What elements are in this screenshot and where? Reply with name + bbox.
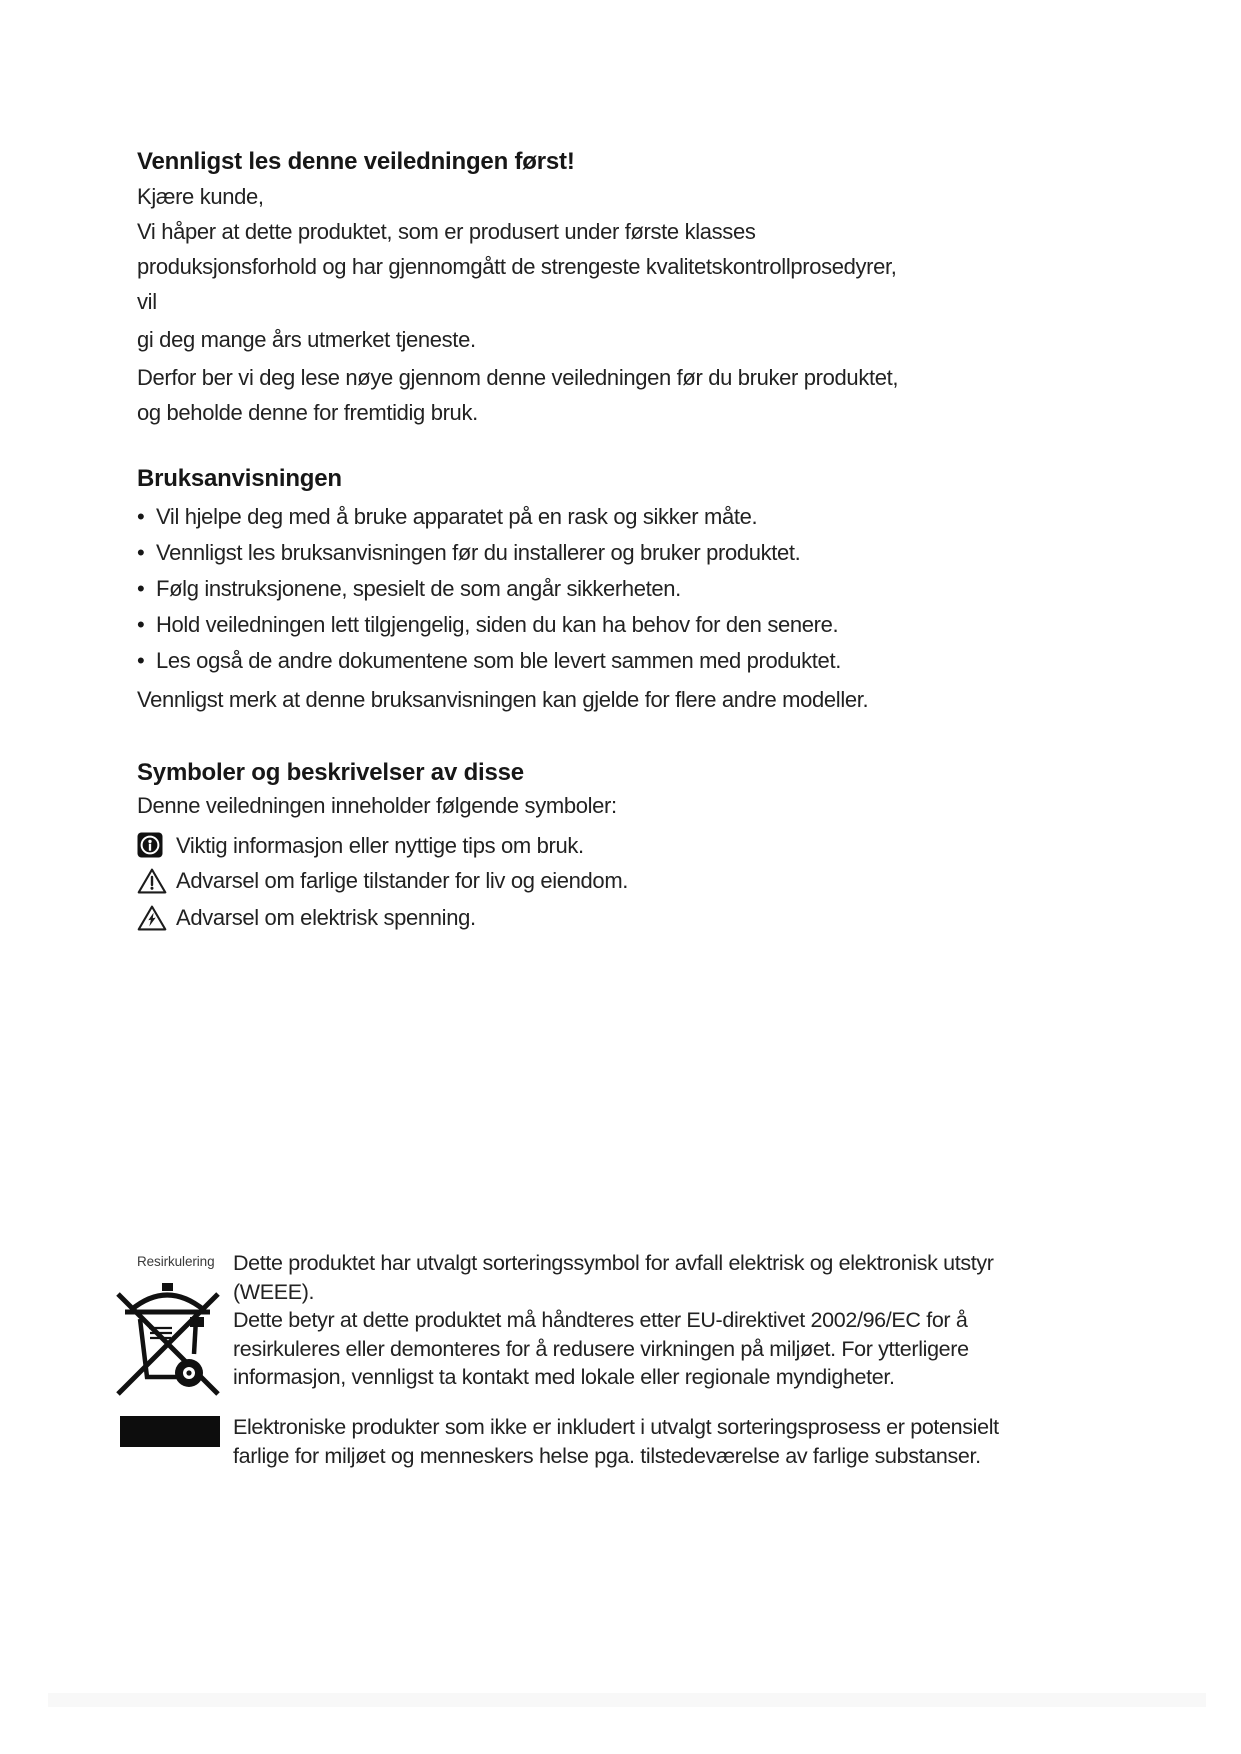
list-item (137, 643, 1137, 679)
symbols-subtitle: Denne veiledningen inneholder følgende symboler: (137, 793, 617, 818)
intro-line: Kjære kunde, (137, 184, 264, 209)
high-voltage-icon (137, 903, 167, 932)
hazard-paragraph (233, 1413, 999, 1471)
weee-paragraph (233, 1249, 994, 1392)
manual-note: Vennligst merk at denne bruksanvisningen kan gjelde for flere andre modeller. (137, 687, 869, 712)
intro-title: Vennligst les denne veiledningen først! (137, 148, 575, 175)
intro-line: produksjonsforhold og har gjennomgått de strengeste kvalitetskontrollprosedyrer, (137, 254, 897, 279)
symbol-item-text: Advarsel om farlige tilstander for liv og eiendom. (176, 868, 629, 893)
weee-bin-icon (114, 1272, 222, 1400)
intro-line: og beholde denne for fremtidig bruk. (137, 400, 478, 425)
symbol-item-voltage (137, 903, 476, 933)
list-item (137, 499, 1137, 535)
list-item-text: Følg instruksjonene, spesielt de som angår sikkerheten. (156, 576, 681, 601)
scan-artifact-strip (48, 1693, 1206, 1707)
symbol-item-text: Advarsel om elektrisk spenning. (176, 905, 476, 930)
list-item (137, 571, 1137, 607)
symbols-title: Symboler og beskrivelser av disse (137, 759, 524, 786)
hazard-line: farlige for miljøet og menneskers helse pga. tilstedeværelse av farlige substanser. (233, 1444, 981, 1468)
info-icon (137, 831, 167, 858)
intro-line: Vi håper at dette produktet, som er produsert under første klasses (137, 219, 756, 244)
hazard-line: Elektroniske produkter som ikke er inkludert i utvalgt sorteringsprosess er potensielt (233, 1415, 999, 1439)
intro-section (137, 145, 1137, 430)
list-item-text: Vennligst les bruksanvisningen før du installerer og bruker produktet. (156, 540, 801, 565)
symbols-section (137, 756, 1137, 822)
intro-line: vil (137, 289, 157, 314)
bullet-marker: • (137, 504, 145, 529)
weee-line: Dette produktet har utvalgt sorteringssymbol for avfall elektrisk og elektronisk utstyr (233, 1251, 994, 1275)
user-manual-title: Bruksanvisningen (137, 465, 342, 492)
list-item-text: Hold veiledningen lett tilgjengelig, siden du kan ha behov for den senere. (156, 612, 839, 637)
solid-black-bar (120, 1416, 220, 1447)
list-item (137, 535, 1137, 571)
weee-line: resirkuleres eller demonteres for å redusere virkningen på miljøet. For ytterligere (233, 1336, 969, 1361)
list-item (137, 607, 1137, 643)
symbol-item-warning (137, 866, 628, 896)
user-manual-section (137, 462, 1137, 717)
intro-line: gi deg mange års utmerket tjeneste. (137, 327, 476, 352)
symbol-item-text: Viktig informasjon eller nyttige tips om bruk. (176, 833, 584, 858)
weee-line: Dette betyr at dette produktet må håndteres etter EU-direktivet 2002/96/EC for å (233, 1308, 968, 1332)
symbol-item-info (137, 831, 584, 861)
recycling-label: Resirkulering (137, 1254, 215, 1269)
weee-line: informasjon, vennligst ta kontakt med lokale eller regionale myndigheter. (233, 1365, 895, 1389)
intro-line: Derfor ber vi deg lese nøye gjennom denne veiledningen før du bruker produktet, (137, 365, 899, 390)
warning-icon (137, 866, 167, 895)
list-item-text: Les også de andre dokumentene som ble levert sammen med produktet. (156, 648, 841, 673)
bullet-marker: • (137, 576, 145, 601)
weee-line: (WEEE). (233, 1279, 315, 1304)
bullet-marker: • (137, 540, 145, 565)
bullet-marker: • (137, 612, 145, 637)
list-item-text: Vil hjelpe deg med å bruke apparatet på en rask og sikker måte. (156, 504, 758, 529)
bullet-marker: • (137, 648, 145, 673)
